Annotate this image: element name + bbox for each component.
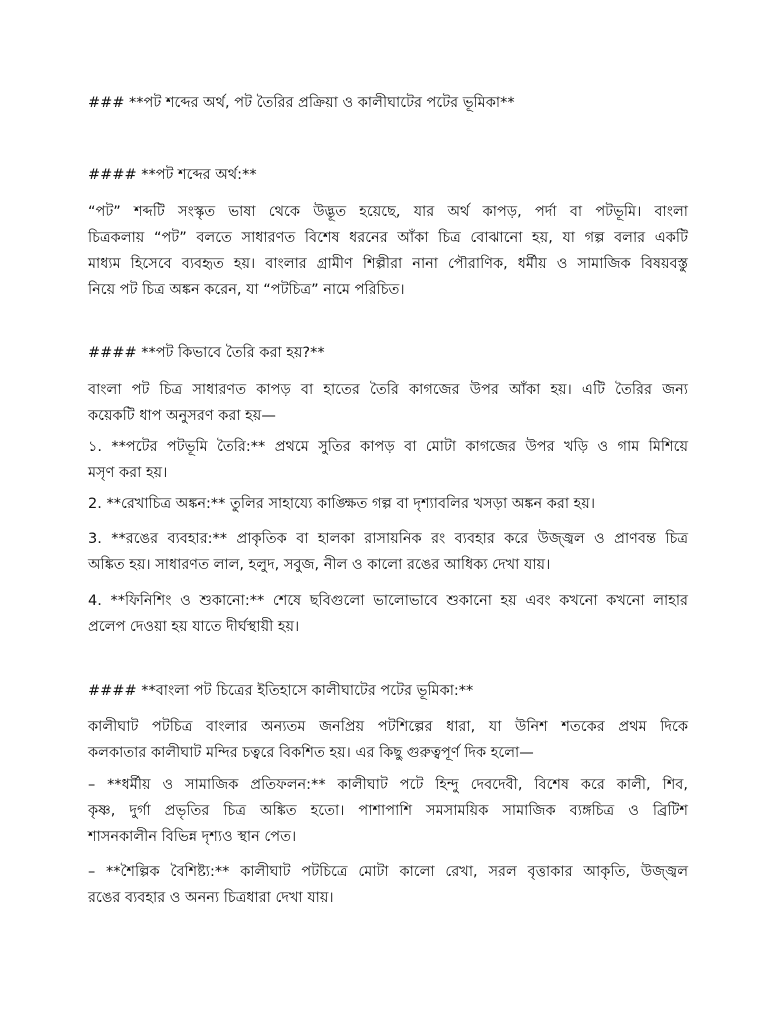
paragraph-line: কালীঘাট পটচিত্র বাংলার অন্যতম জনপ্রিয় পটশিল্পের ধারা, যা উনিশ শতকের প্রথম দিকে [88,719,688,735]
step-item-3: 3. **রঙের ব্যবহার:** প্রাকৃতিক বা হালকা রাসায়নিক রং ব্যবহার করে উজ্জ্বল ও প্রাণবন্ত চিত্র [88,531,688,547]
section-heading-meaning: #### **পট শব্দের অর্থ:** [88,167,257,183]
bullet-item-2: – **শৈল্পিক বৈশিষ্ট্য:** কালীঘাট পটচিত্রে মোটা কালো রেখা, সরল বৃত্তাকার আকৃতি, উজ্জ্বল [88,864,688,880]
paragraph-line: বাংলা পট চিত্র সাধারণত কাপড় বা হাতের তৈরি কাগজের উপর আঁকা হয়। এটি তৈরির জন্য [88,382,688,398]
paragraph-line: মাধ্যম হিসেবে ব্যবহৃত হয়। বাংলার গ্রামীণ শিল্পীরা নানা পৌরাণিক, ধর্মীয় ও সামাজিক বিষয়বস্তু [88,256,688,272]
paragraph-line: “পট” শব্দটি সংস্কৃত ভাষা থেকে উদ্ভূত হয়েছে, যার অর্থ কাপড়, পর্দা বা পটভূমি। বাংলা [88,204,688,220]
section-heading-process: #### **পট কিভাবে তৈরি করা হয়?** [88,345,325,361]
bullet-item-1-cont: কৃষ্ণ, দুর্গা প্রভৃতির চিত্র অঙ্কিত হতো। পাশাপাশি সমসাময়িক সামাজিক ব্যঙ্গচিত্র ও ব্রিটিশ [88,803,688,819]
step-item-1: ১. **পটের পটভূমি তৈরি:** প্রথমে সুতির কাপড় বা মোটা কাগজের উপর খড়ি ও গাম মিশিয়ে [88,439,688,455]
document-title: ### **পট শব্দের অর্থ, পট তৈরির প্রক্রিয়া ও কালীঘাটের পটের ভূমিকা** [88,95,515,111]
step-item-4: 4. **ফিনিশিং ও শুকানো:** শেষে ছবিগুলো ভালোভাবে শুকানো হয় এবং কখনো কখনো লাহার [88,593,688,609]
paragraph-line: চিত্রকলায় “পট” বলতে সাধারণত বিশেষ ধরনের আঁকা চিত্র বোঝানো হয়, যা গল্প বলার একটি [88,230,688,246]
step-item-1-cont: মসৃণ করা হয়। [88,465,168,481]
section-heading-kalighat: #### **বাংলা পট চিত্রের ইতিহাসে কালীঘাটের পটের ভূমিকা:** [88,683,474,699]
step-item-2: 2. **রেখাচিত্র অঙ্কন:** তুলির সাহায্যে কাঙ্ক্ষিত গল্প বা দৃশ্যাবলির খসড়া অঙ্কন করা হয়। [88,496,596,512]
paragraph-line: নিয়ে পট চিত্র অঙ্কন করেন, যা “পটচিত্র” নামে পরিচিত। [88,282,405,298]
paragraph-line: কলকাতার কালীঘাট মন্দির চত্বরে বিকশিত হয়। এর কিছু গুরুত্বপূর্ণ দিক হলো— [88,745,534,761]
bullet-item-1: – **ধর্মীয় ও সামাজিক প্রতিফলন:** কালীঘাট পটে হিন্দু দেবদেবী, বিশেষ করে কালী, শিব, [88,777,688,793]
bullet-item-2-cont: রঙের ব্যবহার ও অনন্য চিত্রধারা দেখা যায়। [88,890,334,906]
bullet-item-1-cont: শাসনকালীন বিভিন্ন দৃশ্যও স্থান পেত। [88,829,297,845]
step-item-4-cont: প্রলেপ দেওয়া হয় যাতে দীর্ঘস্থায়ী হয়। [88,619,300,635]
paragraph-line: কয়েকটি ধাপ অনুসরণ করা হয়— [88,408,276,424]
step-item-3-cont: অঙ্কিত হয়। সাধারণত লাল, হলুদ, সবুজ, নীল ও কালো রঙের আধিক্য দেখা যায়। [88,557,551,573]
